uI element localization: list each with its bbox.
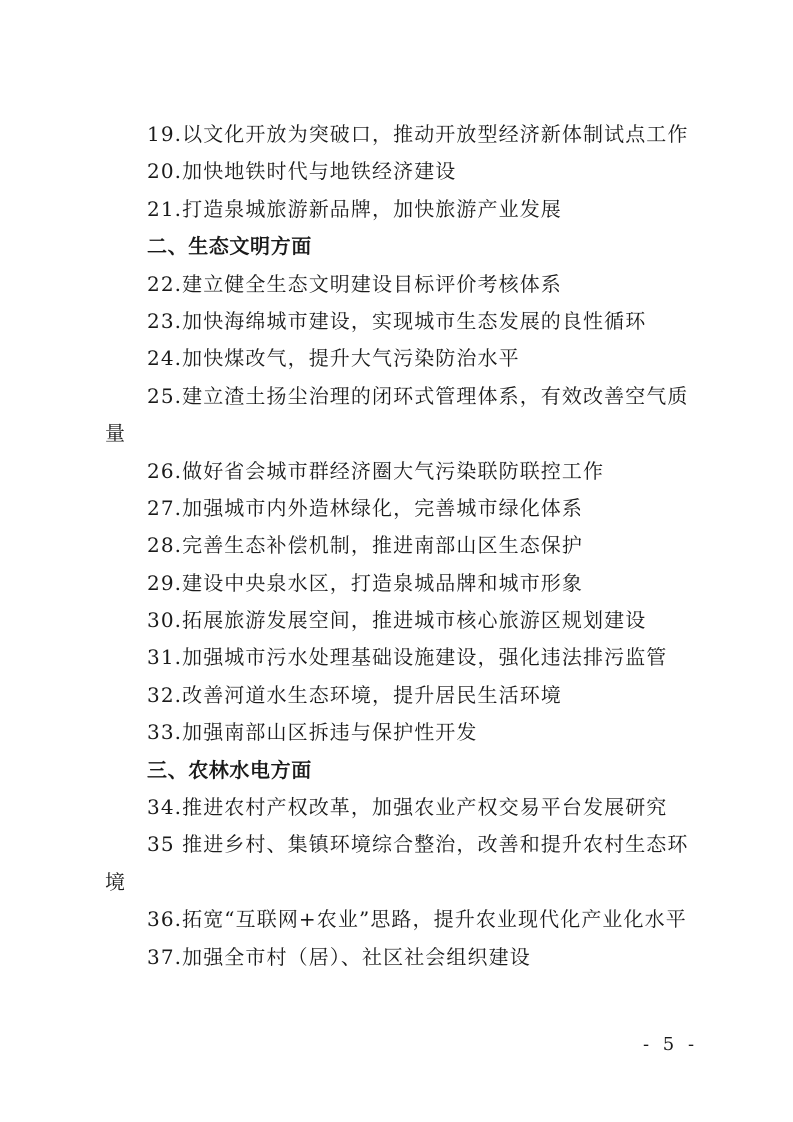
page-number: - 5 - bbox=[643, 1034, 699, 1055]
section-heading-ecological: 二、生态文明方面 bbox=[147, 234, 312, 259]
list-item-31: 31.加强城市污水处理基础设施建设，强化违法排污监管 bbox=[147, 645, 668, 670]
list-item-36: 36.拓宽“互联网+农业”思路，提升农业现代化产业化水平 bbox=[147, 907, 687, 932]
list-item-25: 25.建立渣土扬尘治理的闭环式管理体系，有效改善空气质 bbox=[147, 383, 689, 408]
list-item-25-continuation: 量 bbox=[105, 421, 127, 446]
list-item-26: 26.做好省会城市群经济圈大气污染联防联控工作 bbox=[147, 458, 605, 483]
list-item-28: 28.完善生态补偿机制，推进南部山区生态保护 bbox=[147, 533, 584, 558]
list-item-35: 35 推进乡村、集镇环境综合整治，改善和提升农村生态环 bbox=[147, 832, 689, 857]
list-item-33: 33.加强南部山区拆违与保护性开发 bbox=[147, 720, 478, 745]
list-item-20: 20.加快地铁时代与地铁经济建设 bbox=[147, 159, 457, 184]
list-item-34: 34.推进农村产权改革，加强农业产权交易平台发展研究 bbox=[147, 795, 668, 820]
list-item-27: 27.加强城市内外造林绿化，完善城市绿化体系 bbox=[147, 495, 584, 520]
list-item-19: 19.以文化开放为突破口，推动开放型经济新体制试点工作 bbox=[147, 122, 689, 146]
list-item-23: 23.加快海绵城市建设，实现城市生态发展的良性循环 bbox=[147, 308, 647, 333]
page-content bbox=[105, 116, 695, 976]
list-item-32: 32.改善河道水生态环境，提升居民生活环境 bbox=[147, 682, 562, 707]
list-item-24: 24.加快煤改气，提升大气污染防治水平 bbox=[147, 346, 520, 371]
list-item-35-continuation: 境 bbox=[105, 869, 127, 894]
list-item-30: 30.拓展旅游发展空间，推进城市核心旅游区规划建设 bbox=[147, 608, 647, 633]
list-item-22: 22.建立健全生态文明建设目标评价考核体系 bbox=[147, 271, 562, 296]
section-heading-agriculture: 三、农林水电方面 bbox=[147, 757, 312, 782]
list-item-21: 21.打造泉城旅游新品牌，加快旅游产业发展 bbox=[147, 196, 562, 221]
list-item-37: 37.加强全市村（居）、社区社会组织建设 bbox=[147, 944, 531, 969]
list-item-29: 29.建设中央泉水区，打造泉城品牌和城市形象 bbox=[147, 570, 584, 595]
